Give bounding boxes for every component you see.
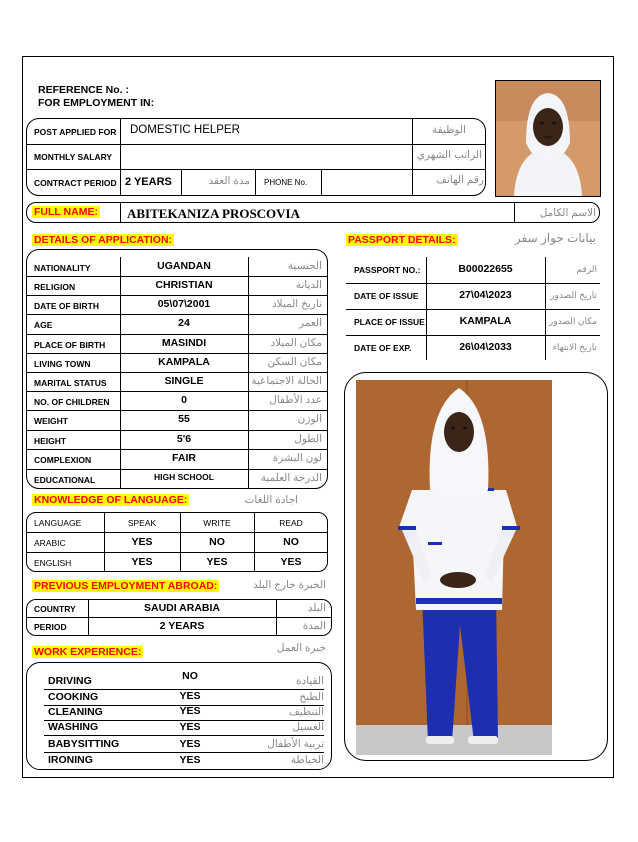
country-label: COUNTRY <box>34 604 76 614</box>
application-row-label: COMPLEXION <box>34 455 92 465</box>
language-header: WRITE <box>203 518 231 528</box>
period-value: 2 YEARS <box>159 620 205 632</box>
work-row-divider <box>44 735 324 736</box>
passport-row-arabic: تاريخ الانتهاء <box>552 342 597 352</box>
work-skill-label: DRIVING <box>48 675 92 687</box>
work-skill-arabic: الطبخ <box>299 691 324 703</box>
application-row-label: AGE <box>34 320 53 330</box>
previous-employment-heading: PREVIOUS EMPLOYMENT ABROAD: <box>34 580 218 592</box>
passport-row-label: DATE OF ISSUE <box>354 291 419 301</box>
work-skill-arabic: القيادة <box>296 675 324 687</box>
application-row-label: HEIGHT <box>34 436 67 446</box>
row-divider <box>26 314 328 315</box>
knowledge-of-language-arabic: اجادة اللغات <box>244 494 298 506</box>
row-divider <box>26 334 328 335</box>
row-divider <box>26 276 328 277</box>
period-arabic: المدة <box>302 620 326 632</box>
passport-row-divider <box>346 283 600 284</box>
row-divider <box>26 372 328 373</box>
country-value: SAUDI ARABIA <box>143 602 221 614</box>
work-skill-label: BABYSITTING <box>48 738 120 750</box>
work-skill-arabic: الغسيل <box>292 721 324 733</box>
language-header: READ <box>279 518 303 528</box>
passport-row-arabic: مكان الصدور <box>548 316 597 326</box>
language-skill-value: YES <box>131 536 153 548</box>
work-skill-value: YES <box>179 705 201 717</box>
application-row-label: EDUCATIONAL <box>34 475 96 485</box>
application-row-label: NATIONALITY <box>34 263 91 273</box>
row-divider <box>26 295 328 296</box>
employment-label: FOR EMPLOYMENT IN: <box>38 97 155 109</box>
application-row-label: MARITAL STATUS <box>34 378 107 388</box>
application-row-value: FAIR <box>172 452 196 464</box>
post-applied-value: DOMESTIC HELPER <box>130 124 240 136</box>
work-skill-value: NO <box>182 670 198 682</box>
work-row-divider <box>44 752 324 753</box>
passport-row-label: DATE OF EXP. <box>354 343 412 353</box>
application-row-value: KAMPALA <box>158 356 210 368</box>
monthly-salary-label: MONTHLY SALARY <box>34 152 113 162</box>
monthly-salary-arabic: الراتب الشهري <box>416 149 482 161</box>
reference-label: REFERENCE No. : <box>38 84 130 96</box>
application-row-label: RELIGION <box>34 282 76 292</box>
work-skill-value: YES <box>179 738 201 750</box>
row-divider <box>26 449 328 450</box>
application-row-value: HIGH SCHOOL <box>154 472 214 482</box>
application-row-value: 55 <box>178 413 190 425</box>
passport-details-heading: PASSPORT DETAILS: <box>348 234 456 246</box>
work-skill-label: WASHING <box>48 721 99 733</box>
phone-arabic: رقم الهاتف <box>436 174 484 186</box>
language-skill-value: NO <box>283 536 299 548</box>
passport-row-divider <box>346 309 600 310</box>
language-header: LANGUAGE <box>34 518 82 528</box>
work-skill-value: YES <box>179 690 201 702</box>
application-row-arabic: عدد الأطفال <box>269 394 322 406</box>
contract-period-arabic: مدة العقد <box>208 175 250 187</box>
work-experience-arabic: خبرة العمل <box>276 642 326 654</box>
language-skill-value: YES <box>206 556 228 568</box>
work-skill-arabic: التنظيف <box>288 706 324 718</box>
application-row-value: MASINDI <box>161 337 207 349</box>
application-row-arabic: الطول <box>294 433 322 445</box>
portrait-photo <box>495 80 601 197</box>
application-row-value: 0 <box>181 394 187 406</box>
work-skill-label: COOKING <box>48 691 99 703</box>
work-skill-value: YES <box>179 754 201 766</box>
full-name-value: ABITEKANIZA PROSCOVIA <box>127 206 301 221</box>
application-row-label: LIVING TOWN <box>34 359 91 369</box>
application-row-value: 05\07\2001 <box>157 298 211 310</box>
work-skill-value: YES <box>179 721 201 733</box>
post-applied-arabic: الوظيفة <box>431 124 466 136</box>
application-row-arabic: الدرجة العلمية <box>260 472 322 484</box>
passport-row-value: 27\04\2023 <box>459 289 512 301</box>
application-row-arabic: الحالة الاجتماعية <box>251 375 322 387</box>
language-header: SPEAK <box>127 518 157 528</box>
contract-period-value: 2 YEARS <box>125 176 172 188</box>
work-skill-arabic: تربية الأطفال <box>267 738 324 750</box>
work-skill-label: CLEANING <box>48 706 103 718</box>
passport-row-value: B00022655 <box>458 263 513 275</box>
application-row-arabic: مكان السكن <box>267 356 322 368</box>
application-row-label: NO. OF CHILDREN <box>34 397 110 407</box>
application-row-value: UGANDAN <box>157 260 211 272</box>
knowledge-of-language-heading: KNOWLEDGE OF LANGUAGE: <box>34 494 188 506</box>
language-skill-value: YES <box>280 556 302 568</box>
language-skill-value: NO <box>209 536 225 548</box>
application-row-value: SINGLE <box>164 375 204 387</box>
application-row-value: 5'6 <box>176 433 192 445</box>
row-divider <box>26 430 328 431</box>
work-experience-heading: WORK EXPERIENCE: <box>34 646 142 658</box>
full-length-photo <box>356 380 552 755</box>
previous-employment-arabic: الخبرة خارج البلد <box>252 579 326 591</box>
row-divider <box>26 353 328 354</box>
row-divider <box>26 391 328 392</box>
application-row-arabic: الوزن <box>297 413 322 425</box>
period-label: PERIOD <box>34 622 67 632</box>
passport-row-arabic: الرقم <box>576 264 597 274</box>
language-skill-value: YES <box>131 556 153 568</box>
language-name: ENGLISH <box>34 558 72 568</box>
application-row-arabic: تاريخ الميلاد <box>271 298 322 310</box>
row-divider <box>26 410 328 411</box>
application-row-label: DATE OF BIRTH <box>34 301 100 311</box>
passport-details-arabic: بيانات جواز سفر <box>514 231 596 245</box>
passport-row-arabic: تاريخ الصدور <box>550 290 597 300</box>
contract-period-label: CONTRACT PERIOD <box>34 178 117 188</box>
work-skill-label: IRONING <box>48 754 93 766</box>
row-divider <box>26 469 328 470</box>
details-of-application-heading: DETAILS OF APPLICATION: <box>34 234 173 246</box>
country-arabic: البلد <box>307 602 326 614</box>
passport-row-divider <box>346 335 600 336</box>
post-applied-label: POST APPLIED FOR <box>34 127 117 137</box>
application-row-arabic: الديانة <box>295 279 322 291</box>
application-row-arabic: الجنسية <box>287 260 322 272</box>
passport-row-label: PASSPORT NO.: <box>354 265 421 275</box>
application-row-arabic: العمر <box>298 317 322 329</box>
application-row-arabic: لون البشرة <box>272 452 322 464</box>
application-row-value: CHRISTIAN <box>155 279 213 291</box>
application-row-arabic: مكان الميلاد <box>270 337 322 349</box>
application-row-label: WEIGHT <box>34 416 68 426</box>
application-row-label: PLACE OF BIRTH <box>34 340 106 350</box>
full-name-arabic: الاسم الكامل <box>539 207 596 219</box>
passport-row-value: 26\04\2033 <box>459 341 512 353</box>
passport-row-value: KAMPALA <box>459 315 512 327</box>
phone-label: PHONE No. <box>264 178 308 187</box>
full-name-label: FULL NAME: <box>34 206 98 218</box>
application-row-value: 24 <box>178 317 190 329</box>
work-skill-arabic: الخياطة <box>290 754 324 766</box>
passport-row-label: PLACE OF ISSUE <box>354 317 425 327</box>
language-name: ARABIC <box>34 538 66 548</box>
